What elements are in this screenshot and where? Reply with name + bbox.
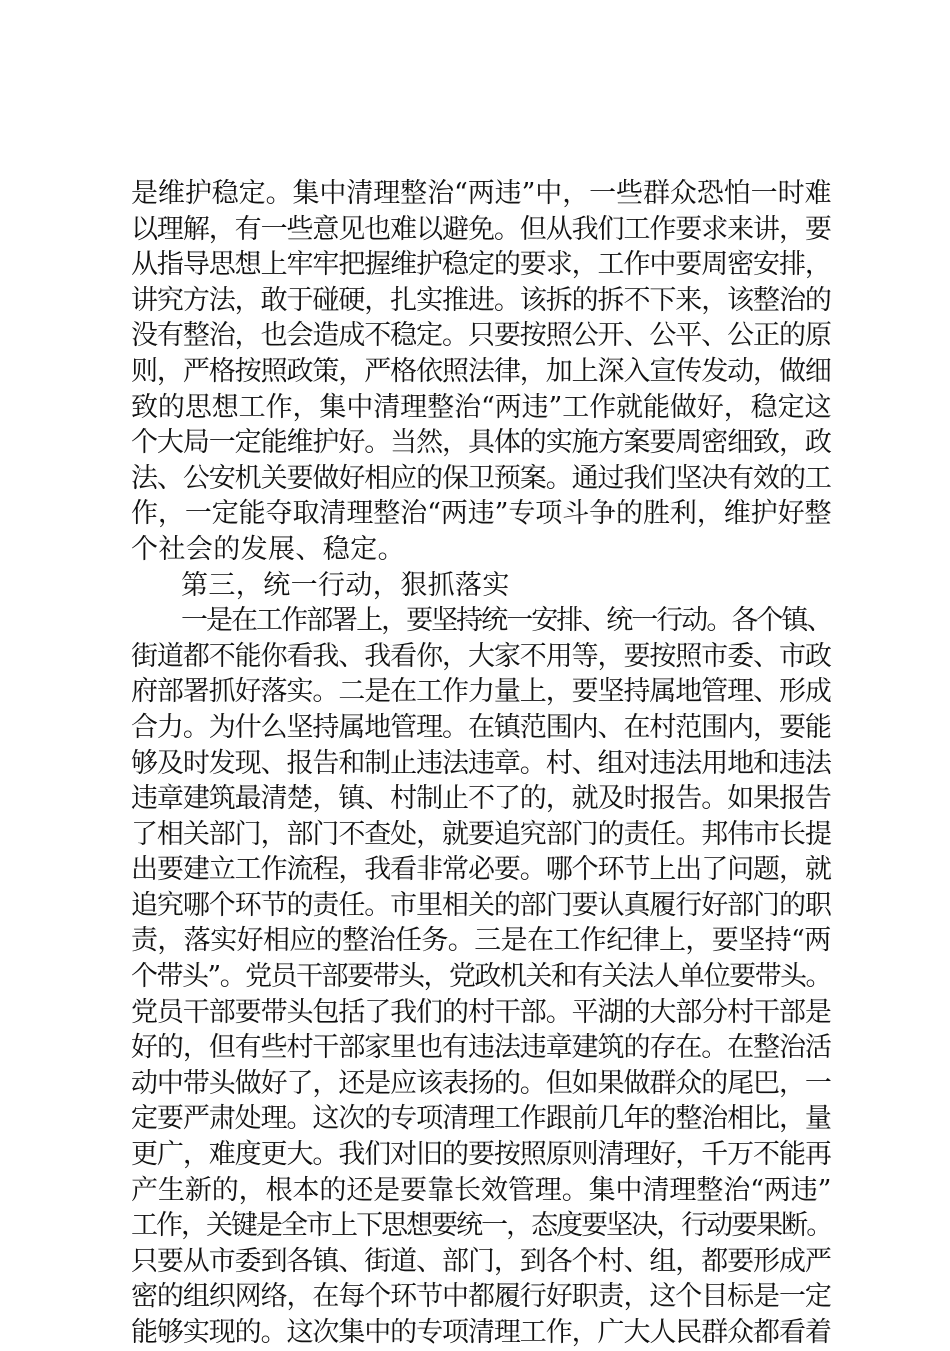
text-line: 个大局一定能维护好。当然，具体的实施方案要周密细致，政 (131, 427, 831, 459)
text-line: 没有整治，也会造成不稳定。只要按照公开、公平、公正的原 (131, 320, 831, 352)
text-line: 追究哪个环节的责任。市里相关的部门要认真履行好部门的职 (131, 889, 831, 921)
text-line: 能够实现的。这次集中的专项清理工作，广大人民群众都看着 (131, 1317, 831, 1348)
text-line: 党员干部要带头包括了我们的村干部。平湖的大部分村干部是 (131, 996, 831, 1028)
text-line: 产生新的，根本的还是要靠长效管理。集中清理整治“两违” (131, 1174, 832, 1206)
text-line: 密的组织网络，在每个环节中都履行好职责，这个目标是一定 (131, 1281, 831, 1313)
text-line: 只要从市委到各镇、街道、部门，到各个村、组，都要形成严 (131, 1245, 831, 1277)
text-line: 工作，关键是全市上下思想要统一，态度要坚决，行动要果断。 (131, 1210, 832, 1242)
text-line: 好的，但有些村干部家里也有违法违章建筑的存在。在整治活 (131, 1032, 831, 1064)
text-line: 从指导思想上牢牢把握维护稳定的要求，工作中要周密安排， (131, 249, 831, 281)
text-line: 以理解，有一些意见也难以避免。但从我们工作要求来讲，要 (131, 213, 831, 245)
text-line: 法、公安机关要做好相应的保卫预案。通过我们坚决有效的工 (131, 462, 831, 494)
text-line: 是维护稳定。集中清理整治“两违”中，一些群众恐怕一时难 (131, 178, 832, 209)
text-line: 致的思想工作，集中清理整治“两违”工作就能做好，稳定这 (131, 391, 832, 423)
text-line: 街道都不能你看我、我看你，大家不用等，要按照市委、市政 (131, 640, 831, 672)
paragraph-start: 一是在工作部署上，要坚持统一安排、统一行动。各个镇、 (181, 605, 832, 637)
text-line: 府部署抓好落实。二是在工作力量上，要坚持属地管理、形成 (131, 676, 831, 708)
text-line: 则，严格按照政策，严格依照法律，加上深入宣传发动，做细 (131, 355, 831, 387)
text-line: 个带头”。党员干部要带头，党政机关和有关法人单位要带头。 (131, 961, 832, 993)
text-line: 个社会的发展、稳定。 (131, 533, 405, 565)
text-line: 违章建筑最清楚，镇、村制止不了的，就及时报告。如果报告 (131, 783, 831, 815)
text-line: 动中带头做好了，还是应该表扬的。但如果做群众的尾巴，一 (131, 1067, 831, 1099)
text-line: 责，落实好相应的整治任务。三是在工作纪律上，要坚持“两 (131, 925, 831, 957)
text-line: 够及时发现、报告和制止违法违章。村、组对违法用地和违法 (131, 747, 831, 779)
text-line: 定要严肃处理。这次的专项清理工作跟前几年的整治相比，量 (131, 1103, 831, 1135)
text-line: 更广，难度更大。我们对旧的要按照原则清理好，千万不能再 (131, 1139, 831, 1171)
text-line: 了相关部门，部门不查处，就要追究部门的责任。邦伟市长提 (131, 818, 831, 850)
text-line: 讲究方法，敢于碰硬，扎实推进。该拆的拆不下来，该整治的 (131, 284, 831, 316)
text-line: 作，一定能夺取清理整治“两违”专项斗争的胜利，维护好整 (131, 498, 832, 530)
text-line: 出要建立工作流程，我看非常必要。哪个环节上出了问题，就 (131, 854, 831, 886)
section-heading: 第三，统一行动，狠抓落实 (181, 569, 510, 601)
text-line: 合力。为什么坚持属地管理。在镇范围内、在村范围内，要能 (131, 711, 831, 743)
body-text (131, 176, 831, 1351)
